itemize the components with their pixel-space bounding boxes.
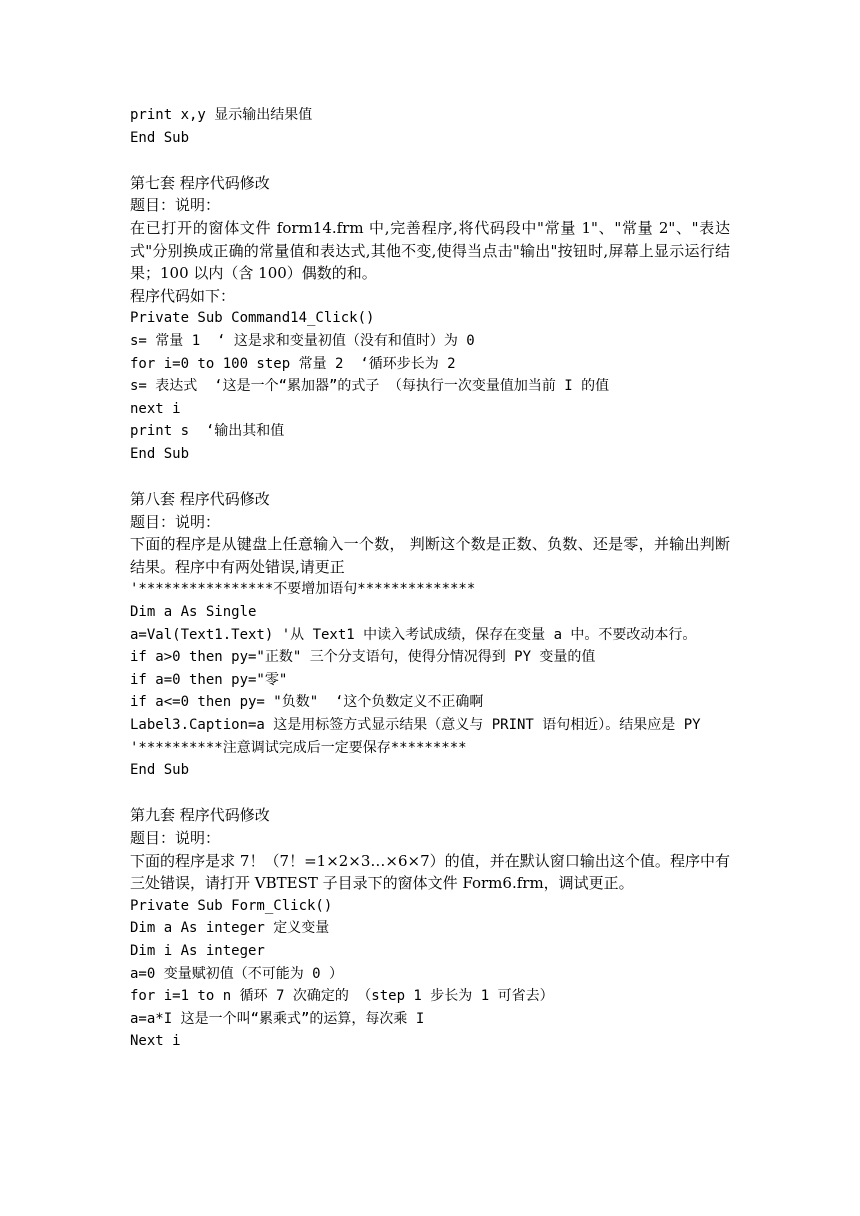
question-label: 题目：说明：	[130, 196, 221, 215]
code-line: for i=1 to n 循环 7 次确定的 （step 1 步长为 1 可省去）	[130, 988, 554, 1005]
code-line: End Sub	[130, 762, 190, 779]
code-line: s= 常量 1 ‘ 这是求和变量初值（没有和值时）为 0	[130, 332, 475, 349]
code-line: a=a*I 这是一个叫“累乘式”的运算，每次乘 I	[130, 1010, 425, 1027]
code-line: Dim i As integer	[130, 942, 265, 959]
code-line: Dim a As Single	[130, 604, 257, 621]
code-line: print s ‘输出其和值	[130, 423, 285, 440]
section-heading-7: 第七套 程序代码修改	[130, 173, 270, 192]
blank-line	[130, 782, 730, 805]
code-line: s= 表达式 ‘这是一个“累加器”的式子 （每执行一次变量值加当前 I 的值	[130, 378, 610, 395]
blank-line	[130, 466, 730, 489]
question-description: 下面的程序是求 7！（7！=1×2×3…×6×7）的值，并在默认窗口输出这个值。程序中有三处错误，请打开 VBTEST 子目录下的窗体文件 Form6.frm，调试更正。	[130, 851, 730, 893]
code-line: Private Sub Form_Click()	[130, 897, 333, 914]
code-line: for i=0 to 100 step 常量 2 ‘循环步长为 2	[130, 355, 456, 372]
question-description: 下面的程序是从键盘上任意输入一个数， 判断这个数是正数、负数、还是零，并输出判断结果。程序中有两处错误,请更正	[130, 535, 730, 576]
code-intro: 程序代码如下：	[130, 286, 236, 305]
code-line: End Sub	[130, 445, 190, 462]
code-line: print x,y 显示输出结果值	[130, 107, 313, 123]
code-line: a=0 变量赋初值（不可能为 0 ）	[130, 965, 344, 982]
code-line: next i	[130, 400, 181, 417]
code-line: Dim a As integer 定义变量	[130, 920, 330, 937]
code-line: Private Sub Command14_Click()	[130, 310, 375, 327]
code-line: '**********注意调试完成后一定要保存*********	[130, 739, 467, 756]
code-line: Next i	[130, 1033, 181, 1050]
document-body	[130, 104, 730, 1053]
code-line: '****************不要增加语句**************	[130, 581, 476, 598]
section-heading-8: 第八套 程序代码修改	[130, 490, 270, 509]
code-line: if a>0 then py="正数" 三个分支语句，使得分情况得到 PY 变量的值	[130, 649, 596, 666]
blank-line	[130, 149, 730, 172]
question-label: 题目：说明：	[130, 829, 221, 847]
question-description: 在已打开的窗体文件 form14.frm 中,完善程序,将代码段中"常量 1"、"常量 2"、"表达式"分别换成正确的常量值和表达式,其他不变,使得当点击"输出"按钮时,屏幕上显示运行结果；100 以内（含 100）偶数的和。	[130, 218, 730, 283]
code-line: Label3.Caption=a 这是用标签方式显示结果（意义与 PRINT 语句相近）。结果应是 PY	[130, 717, 701, 734]
code-line: if a<=0 then py= "负数" ‘这个负数定义不正确啊	[130, 694, 484, 711]
code-line: End Sub	[130, 129, 190, 146]
code-line: if a=0 then py="零"	[130, 671, 288, 688]
section-heading-9: 第九套 程序代码修改	[130, 806, 270, 825]
code-line: a=Val(Text1.Text) '从 Text1 中读入考试成绩，保存在变量 a 中。不要改动本行。	[130, 626, 697, 643]
question-label: 题目：说明：	[130, 512, 221, 531]
